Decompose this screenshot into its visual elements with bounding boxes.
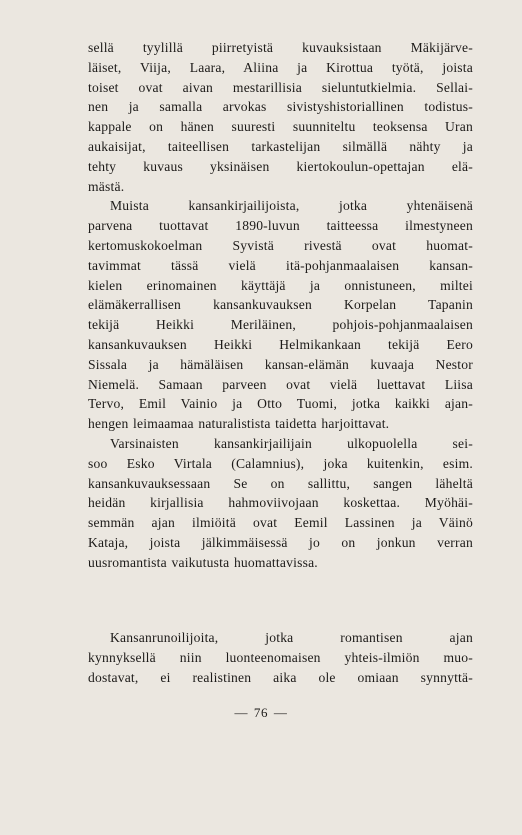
text-line: soo Esko Virtala (Calamnius), joka kuitenkin, esim. — [88, 455, 473, 471]
section-text — [88, 628, 473, 687]
text-line: hengen leimaamaa naturalistista taidetta harjoittavat. — [88, 416, 390, 432]
text-line: parvena tuottavat 1890-luvun taitteessa ilmestyneen — [88, 218, 473, 234]
text-line: läiset, Viija, Laara, Aliina ja Kirottua työtä, joista — [88, 59, 473, 75]
text-line: heidän kirjallisia hahmoviivojaan koskettaa. Myöhäi- — [88, 495, 473, 511]
text-line: nen ja samalla arvokas sivistyshistoriallinen todistus- — [88, 99, 473, 115]
text-line: tekijä Heikki Meriläinen, pohjois-pohjanmaalaisen — [88, 317, 473, 333]
text-line: Varsinaisten kansankirjailijain ulkopuolella sei- — [110, 435, 473, 451]
text-line: Niemelä. Samaan parveen ovat vielä luettavat Liisa — [88, 376, 473, 392]
text-line: tehty kuvaus yksinäisen kiertokoulun-opettajan elä- — [88, 158, 473, 174]
text-line: kertomuskokoelman Syvistä rivestä ovat huomat- — [88, 237, 473, 253]
text-line: tavimmat tässä vielä itä-pohjanmaalaisen kansan- — [88, 257, 473, 273]
text-line: Tervo, Emil Vainio ja Otto Tuomi, jotka kaikki ajan- — [88, 396, 473, 412]
text-line: kappale on hänen suuresti suunniteltu teoksensa Uran — [88, 119, 473, 135]
text-line: uusromantista vaikutusta huomattavissa. — [88, 554, 318, 570]
text-line: Sissala ja hämäläisen kansan-elämän kuvaaja Nestor — [88, 356, 473, 372]
body-text — [88, 38, 473, 573]
text-line: Kataja, joista jälkimmäisessä jo on jonkun verran — [88, 534, 473, 550]
text-line: kansankuvauksessaan Se on sallittu, sangen läheltä — [88, 475, 473, 491]
text-line: Muista kansankirjailijoista, jotka yhtenäisenä — [110, 198, 473, 214]
text-line: kynnyksellä niin luonteenomaisen yhteis-ilmiön muo- — [88, 649, 473, 665]
text-line: Kansanrunoilijoita, jotka romantisen ajan — [110, 630, 473, 645]
text-line: sellä tyylillä piirretyistä kuvauksistaan Mäkijärve- — [88, 40, 473, 55]
text-line: toiset ovat aivan mestarillisia sieluntutkielmia. Sellai- — [88, 79, 473, 95]
text-line: elämäkerrallisen kansankuvauksen Korpelan Tapanin — [88, 297, 473, 313]
text-line: mästä. — [88, 178, 125, 194]
text-line: dostavat, ei realistinen aika ole omiaan synnyttä- — [88, 669, 473, 685]
text-line: semmän ajan ilmiöitä ovat Eemil Lassinen ja Väinö — [88, 515, 473, 531]
text-line: kansankuvauksen Heikki Helmikankaan tekijä Eero — [88, 336, 473, 352]
page-number: — 76 — — [234, 705, 288, 720]
text-line: aukaisijat, taiteellisen tarkastelijan silmällä nähty ja — [88, 138, 473, 154]
text-line: kielen erinomainen käyttäjä ja onnistuneen, miltei — [88, 277, 473, 293]
